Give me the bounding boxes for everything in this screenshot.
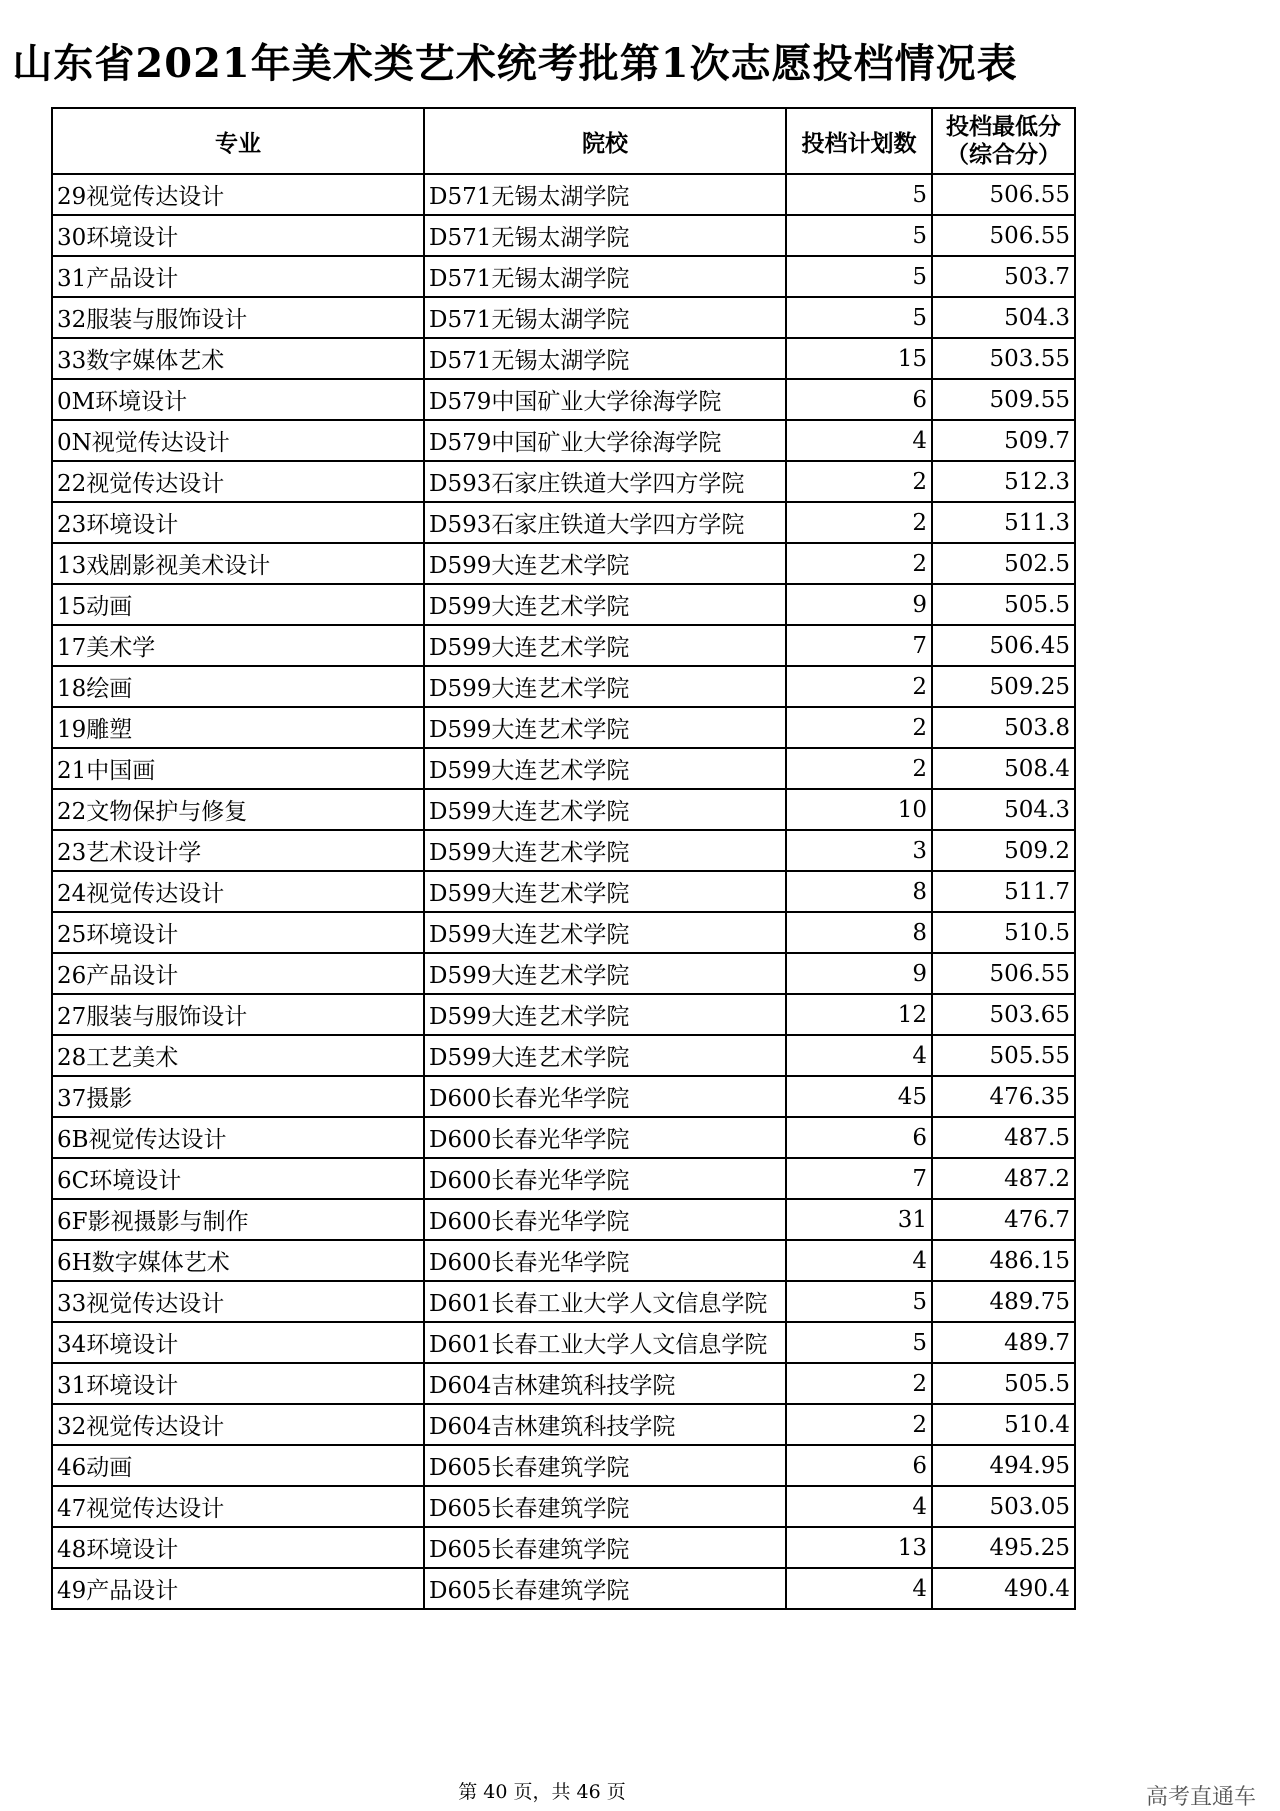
table-row [52,1199,1075,1240]
cell-plan: 10 [786,789,932,830]
table-row [52,584,1075,625]
page-title: 山东省2021年美术类艺术统考批第1次志愿投档情况表 [12,40,1018,87]
table-row [52,625,1075,666]
header-min-score-line1: 投档最低分 [946,114,1061,140]
table-row [52,543,1075,584]
cell-major: 37摄影 [52,1076,424,1117]
cell-plan: 7 [786,1158,932,1199]
cell-plan: 5 [786,256,932,297]
table-row [52,1322,1075,1363]
cell-score: 509.7 [932,420,1075,461]
table-row [52,215,1075,256]
cell-plan: 6 [786,1445,932,1486]
cell-major: 0N视觉传达设计 [52,420,424,461]
table-row [52,1240,1075,1281]
table-row [52,1076,1075,1117]
cell-score: 494.95 [932,1445,1075,1486]
cell-plan: 2 [786,502,932,543]
cell-major: 34环境设计 [52,1322,424,1363]
cell-score: 512.3 [932,461,1075,502]
cell-plan: 4 [786,1240,932,1281]
table-row [52,789,1075,830]
cell-score: 489.7 [932,1322,1075,1363]
cell-school: D599大连艺术学院 [424,994,786,1035]
cell-score: 510.5 [932,912,1075,953]
table-row [52,1568,1075,1609]
cell-plan: 2 [786,748,932,789]
cell-school: D579中国矿业大学徐海学院 [424,420,786,461]
cell-score: 506.55 [932,953,1075,994]
table-row [52,748,1075,789]
cell-score: 476.35 [932,1076,1075,1117]
cell-score: 509.55 [932,379,1075,420]
header-plan: 投档计划数 [786,108,932,174]
cell-score: 509.2 [932,830,1075,871]
table-row [52,1158,1075,1199]
cell-major: 13戏剧影视美术设计 [52,543,424,584]
cell-school: D571无锡太湖学院 [424,256,786,297]
cell-score: 489.75 [932,1281,1075,1322]
watermark-text: 高考直通车 [1146,1785,1257,1810]
cell-major: 22视觉传达设计 [52,461,424,502]
cell-school: D600长春光华学院 [424,1076,786,1117]
admission-table [51,107,1076,1610]
cell-school: D571无锡太湖学院 [424,215,786,256]
cell-score: 487.5 [932,1117,1075,1158]
table-row [52,1486,1075,1527]
table-row [52,707,1075,748]
cell-major: 6F影视摄影与制作 [52,1199,424,1240]
cell-school: D600长春光华学院 [424,1117,786,1158]
cell-major: 25环境设计 [52,912,424,953]
table-row [52,379,1075,420]
cell-score: 506.55 [932,215,1075,256]
cell-school: D605长春建筑学院 [424,1486,786,1527]
cell-plan: 2 [786,543,932,584]
cell-school: D599大连艺术学院 [424,625,786,666]
table-header-row [52,108,1075,174]
cell-score: 504.3 [932,789,1075,830]
cell-major: 23艺术设计学 [52,830,424,871]
table-row [52,256,1075,297]
cell-major: 6H数字媒体艺术 [52,1240,424,1281]
cell-plan: 6 [786,379,932,420]
cell-school: D600长春光华学院 [424,1199,786,1240]
cell-plan: 2 [786,1404,932,1445]
cell-plan: 5 [786,1322,932,1363]
cell-major: 22文物保护与修复 [52,789,424,830]
cell-plan: 6 [786,1117,932,1158]
cell-major: 49产品设计 [52,1568,424,1609]
cell-plan: 5 [786,174,932,215]
cell-school: D593石家庄铁道大学四方学院 [424,461,786,502]
cell-major: 28工艺美术 [52,1035,424,1076]
cell-school: D599大连艺术学院 [424,953,786,994]
cell-plan: 2 [786,666,932,707]
table-row [52,871,1075,912]
cell-major: 31产品设计 [52,256,424,297]
table-row [52,994,1075,1035]
table-row [52,338,1075,379]
cell-school: D600长春光华学院 [424,1240,786,1281]
cell-school: D599大连艺术学院 [424,789,786,830]
cell-score: 509.25 [932,666,1075,707]
table-row [52,420,1075,461]
cell-major: 33数字媒体艺术 [52,338,424,379]
cell-school: D599大连艺术学院 [424,707,786,748]
header-major: 专业 [52,108,424,174]
cell-major: 47视觉传达设计 [52,1486,424,1527]
cell-score: 505.5 [932,584,1075,625]
cell-plan: 7 [786,625,932,666]
cell-plan: 9 [786,584,932,625]
cell-school: D571无锡太湖学院 [424,338,786,379]
cell-score: 505.5 [932,1363,1075,1404]
cell-score: 510.4 [932,1404,1075,1445]
cell-school: D579中国矿业大学徐海学院 [424,379,786,420]
cell-major: 18绘画 [52,666,424,707]
cell-school: D599大连艺术学院 [424,1035,786,1076]
cell-major: 6B视觉传达设计 [52,1117,424,1158]
cell-school: D599大连艺术学院 [424,912,786,953]
cell-score: 503.05 [932,1486,1075,1527]
cell-school: D571无锡太湖学院 [424,174,786,215]
cell-school: D600长春光华学院 [424,1158,786,1199]
cell-score: 487.2 [932,1158,1075,1199]
table-row [52,830,1075,871]
header-min-score-line2: （综合分） [946,142,1061,168]
cell-major: 27服装与服饰设计 [52,994,424,1035]
cell-plan: 9 [786,953,932,994]
cell-major: 15动画 [52,584,424,625]
cell-major: 23环境设计 [52,502,424,543]
cell-score: 505.55 [932,1035,1075,1076]
cell-plan: 5 [786,1281,932,1322]
cell-plan: 5 [786,215,932,256]
cell-plan: 2 [786,1363,932,1404]
table-row [52,953,1075,994]
cell-school: D604吉林建筑科技学院 [424,1404,786,1445]
table-row [52,502,1075,543]
cell-school: D599大连艺术学院 [424,666,786,707]
table-row [52,1363,1075,1404]
table-row [52,912,1075,953]
cell-major: 21中国画 [52,748,424,789]
cell-plan: 4 [786,1035,932,1076]
page-footer: 第 40 页，共 46 页 [458,1781,626,1803]
table-row [52,1035,1075,1076]
table-row [52,666,1075,707]
table-row [52,1117,1075,1158]
cell-score: 511.7 [932,871,1075,912]
cell-school: D605长春建筑学院 [424,1568,786,1609]
cell-score: 504.3 [932,297,1075,338]
cell-plan: 5 [786,297,932,338]
cell-plan: 3 [786,830,932,871]
table-row [52,461,1075,502]
header-school: 院校 [424,108,786,174]
cell-major: 29视觉传达设计 [52,174,424,215]
cell-plan: 12 [786,994,932,1035]
cell-plan: 13 [786,1527,932,1568]
cell-major: 17美术学 [52,625,424,666]
cell-major: 24视觉传达设计 [52,871,424,912]
table-row [52,1404,1075,1445]
cell-score: 490.4 [932,1568,1075,1609]
cell-plan: 45 [786,1076,932,1117]
cell-plan: 4 [786,420,932,461]
cell-major: 30环境设计 [52,215,424,256]
cell-school: D605长春建筑学院 [424,1445,786,1486]
cell-plan: 2 [786,461,932,502]
cell-plan: 8 [786,871,932,912]
cell-score: 486.15 [932,1240,1075,1281]
table-row [52,297,1075,338]
cell-plan: 15 [786,338,932,379]
cell-score: 503.55 [932,338,1075,379]
cell-plan: 4 [786,1486,932,1527]
table-row [52,174,1075,215]
cell-school: D593石家庄铁道大学四方学院 [424,502,786,543]
cell-major: 32视觉传达设计 [52,1404,424,1445]
cell-school: D601长春工业大学人文信息学院 [424,1322,786,1363]
cell-score: 503.7 [932,256,1075,297]
cell-school: D599大连艺术学院 [424,830,786,871]
cell-major: 31环境设计 [52,1363,424,1404]
cell-major: 6C环境设计 [52,1158,424,1199]
cell-school: D599大连艺术学院 [424,543,786,584]
cell-school: D599大连艺术学院 [424,584,786,625]
cell-school: D605长春建筑学院 [424,1527,786,1568]
cell-score: 511.3 [932,502,1075,543]
cell-school: D571无锡太湖学院 [424,297,786,338]
cell-major: 19雕塑 [52,707,424,748]
table-row [52,1281,1075,1322]
cell-school: D604吉林建筑科技学院 [424,1363,786,1404]
cell-school: D601长春工业大学人文信息学院 [424,1281,786,1322]
cell-score: 506.45 [932,625,1075,666]
cell-school: D599大连艺术学院 [424,748,786,789]
cell-plan: 2 [786,707,932,748]
cell-major: 48环境设计 [52,1527,424,1568]
cell-score: 476.7 [932,1199,1075,1240]
cell-score: 508.4 [932,748,1075,789]
cell-major: 33视觉传达设计 [52,1281,424,1322]
header-min-score [932,108,1075,174]
cell-plan: 4 [786,1568,932,1609]
table-row [52,1527,1075,1568]
cell-school: D599大连艺术学院 [424,871,786,912]
cell-score: 503.8 [932,707,1075,748]
cell-score: 503.65 [932,994,1075,1035]
cell-major: 32服装与服饰设计 [52,297,424,338]
cell-score: 506.55 [932,174,1075,215]
cell-major: 46动画 [52,1445,424,1486]
cell-plan: 8 [786,912,932,953]
cell-major: 0M环境设计 [52,379,424,420]
cell-plan: 31 [786,1199,932,1240]
cell-score: 502.5 [932,543,1075,584]
table-row [52,1445,1075,1486]
cell-score: 495.25 [932,1527,1075,1568]
cell-major: 26产品设计 [52,953,424,994]
